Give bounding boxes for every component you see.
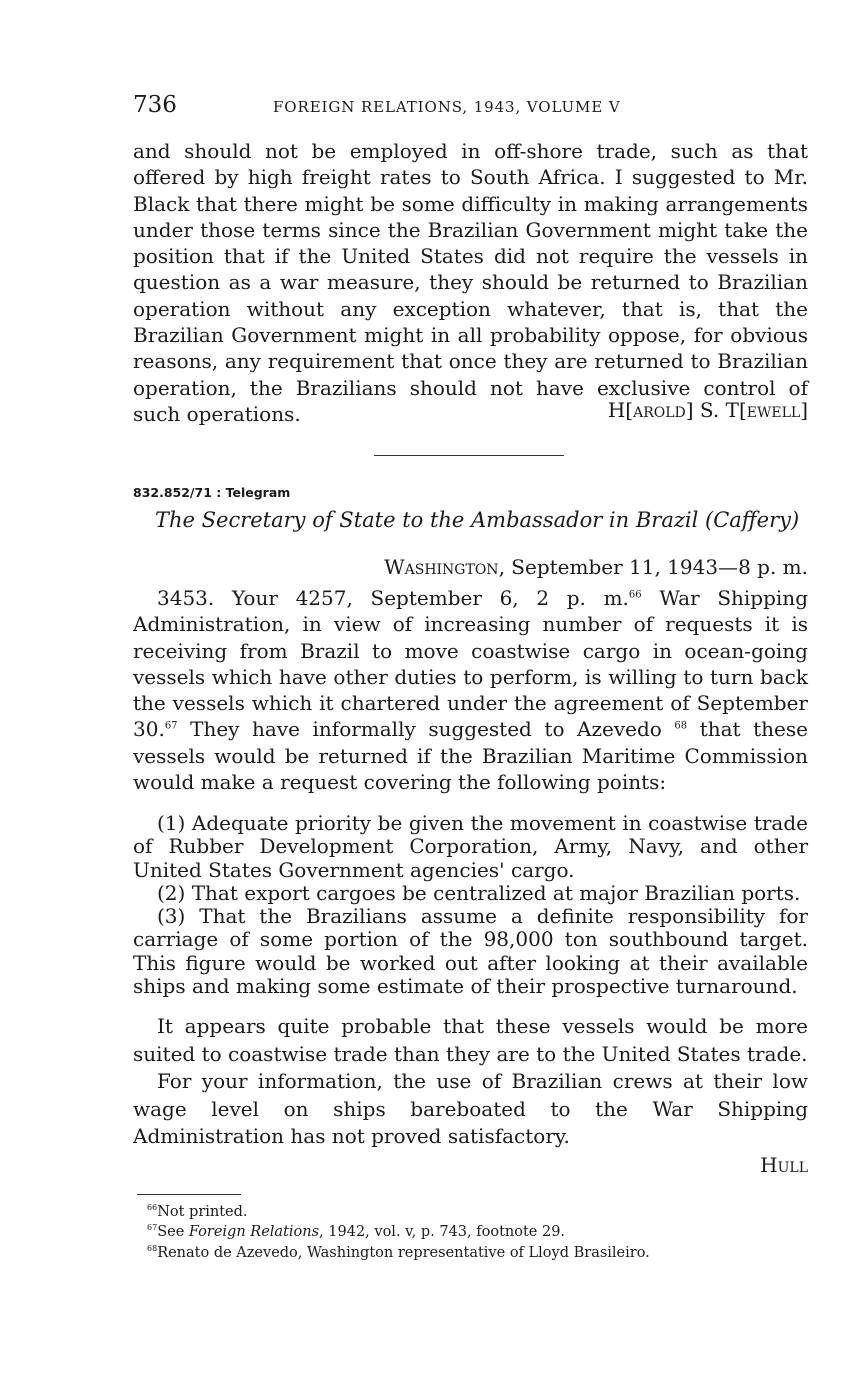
document-title: The Secretary of State to the Ambassador in Brazil (Caffery)	[155, 508, 800, 532]
footnote-68: $^{68}$Renato de Azevedo, Washington representative of Lloyd Brasileiro.	[147, 1243, 650, 1261]
telegram-paragraph-1: 3453. Your 4257, September 6, 2 p. m.$^{66}$ War Shipping Administration, in view of increasing number of requests it is receiving from Brazil to move coastwise cargo in ocean-going vessels which have other duties to perform, is willing to turn back the vessels which it chartered under the agreement of September 30.67 They have informally suggested to Azevedo $^{68}$ that these vessels would be returned if the Brazilian Maritime Commission would make a request covering the following points:	[133, 586, 808, 795]
footnote-ref-66: 66	[628, 589, 642, 601]
list-item: (1) Adequate priority be given the movement in coastwise trade of Rubber Development Corporation, Army, Navy, and other United States Government agencies' cargo.	[133, 811, 808, 882]
footnote-66: $^{66}$Not printed.	[147, 1203, 248, 1220]
list-item: (2) That export cargoes be centralized at major Brazilian ports.	[157, 880, 801, 905]
footnote-ref-68: 68	[674, 720, 688, 732]
section-divider	[374, 455, 564, 456]
continuation-paragraph: and should not be employed in off-shore trade, such as that offered by high freight rates to South Africa. I suggested to Mr. Black that there might be some difficulty in making arrangements under those terms since the Brazilian Government might take the position that if the United States did not require the vessels in question as a war measure, they should be returned to Brazilian operation without any exception whatever, that is, that the Brazilian Government might in all probability oppose, for obvious reasons, any requirement that once they are returned to Brazilian operation, the Brazilians should not have exclusive control of such operations.	[133, 139, 808, 426]
running-header	[133, 92, 808, 122]
list-item: (3) That the Brazilians assume a definite responsibility for carriage of some portion of the 98,000 ton southbound target. This figure would be worked out after looking at their available ships and making some estimate of their prospective turnaround.	[133, 904, 808, 999]
footnote-divider	[137, 1194, 241, 1195]
footnotes	[147, 1200, 807, 1261]
footnote-67: $^{67}$See Foreign Relations, 1942, vol. v, p. 743, footnote 29.	[147, 1223, 566, 1241]
footnote-ref-67: 67	[164, 720, 178, 732]
running-title: FOREIGN RELATIONS, 1943, VOLUME V	[273, 98, 621, 116]
telegram-paragraph-3: It appears quite probable that these vessels would be more suited to coastwise trade than they are to the United States trade.	[133, 1014, 808, 1066]
signature-tewell: H[arold] S. T[ewell]	[607, 398, 808, 422]
signature-hull: Hull	[760, 1153, 808, 1177]
telegram-paragraph-4: For your information, the use of Brazilian crews at their low wage level on ships bareboated to the War Shipping Administration has not proved satisfactory.	[133, 1069, 808, 1148]
points-list	[133, 812, 808, 998]
file-reference: 832.852/71 : Telegram	[133, 485, 291, 500]
dateline: Washington, September 11, 1943—8 p. m.	[384, 555, 808, 579]
page-number: 736	[133, 92, 177, 118]
